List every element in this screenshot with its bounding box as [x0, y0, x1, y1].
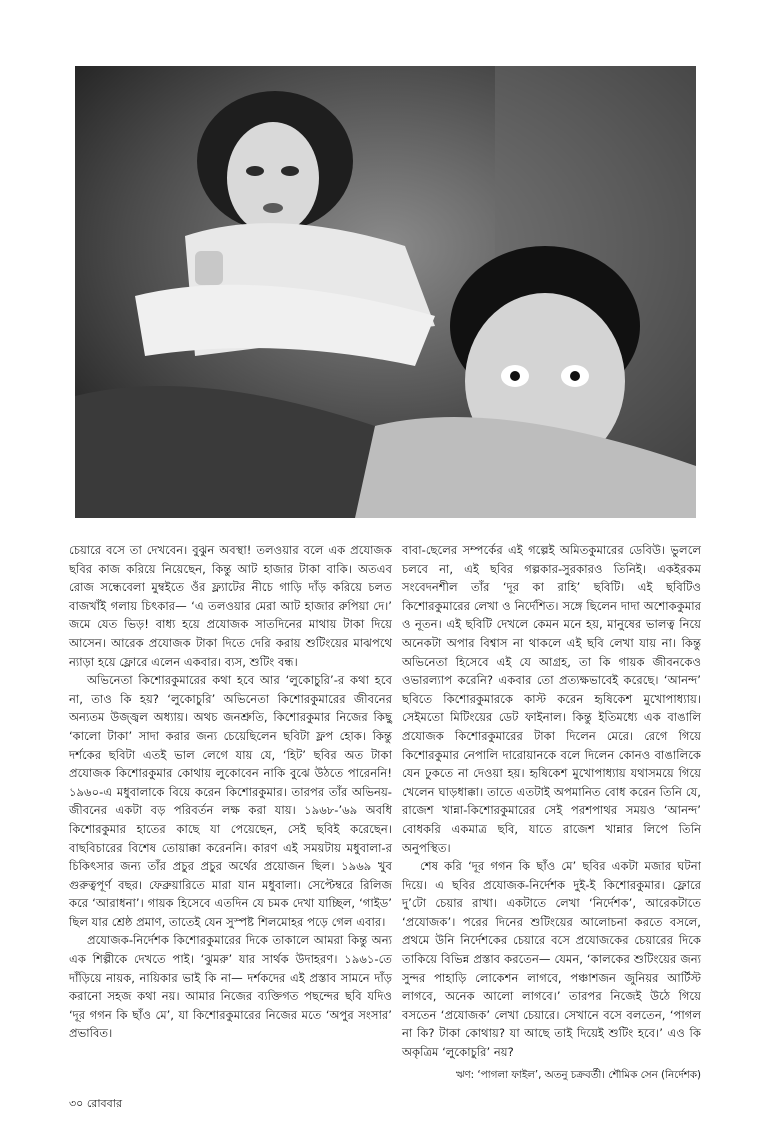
paragraph: বাবা-ছেলের সম্পর্কের এই গল্পেই অমিতকুমারের ডেবিউ। ভুললে চলবে না, এই ছবির গল্পকার-সুরকারও তিনিই। একইরকম সংবেদনশীল তাঁর ‘দূর কা রাহি’ ছবিটি। এই ছবিটিও কিশোরকুমারের লেখা ও নির্দেশিত। সঙ্গে ছিলেন দাদা অশোককুমার ও নূতন। এই ছবিটি দেখলে কেমন মনে হয়, মানুষের ভালত্ব নিয়ে অনেকটা অপার বিশ্বাস না থাকলে এই ছবি লেখা যায় না। কিন্তু অভিনেতা হিসেবে এই যে আগ্রহ, তা কি গায়ক জীবনকেও ওভারল্যাপ করেনি? একবার তো প্রত্যক্ষভাবেই করেছে। ‘আনন্দ’ ছবিতে কিশোরকুমারকে কাস্ট করেন হৃষিকেশ মুখোপাধ্যায়। সেইমতো মিটিংয়ের ডেট ফাইনাল। কিন্তু ইতিমধ্যে এক বাঙালি প্রযোজক কিশোরকুমারের টাকা দিলেন মেরে। রেগে গিয়ে কিশোরকুমার নেপালি দারোয়ানকে বলে দিলেন কোনও বাঙালিকে যেন ঢুকতে না দেওয়া হয়। হৃষিকেশ মুখোপাধ্যায় যথাসময়ে গিয়ে খেলেন ঘাড়ধাক্কা। তাতে এতটাই অপমানিত বোধ করেন তিনি যে, রাজেশ খান্না-কিশোরকুমারের সেই পরশপাথর সময়ও ‘আনন্দ’ বোধকরি একমাত্র ছবি, যাতে রাজেশ খান্নার লিপে তিনি অনুপস্থিত। — [402, 543, 701, 855]
paragraph: চেয়ারে বসে তা দেখবেন। বুঝুন অবস্থা! তলওয়ার বলে এক প্রযোজক ছবির কাজ করিয়ে নিয়েছেন, কিন্তু আট হাজার টাকা বাকি। অতএব রোজ সন্ধেবেলা মুম্বইতে ওঁর ফ্ল্যাটের নীচে গাড়ি দাঁড় করিয়ে চলত বাজখাঁই গলায় চিৎকার— ‘এ তলওয়ার মেরা আট হাজার রুপিয়া দে।’ জমে যেত ভিড়! বাধ্য হয়ে প্রযোজক সাতদিনের মাথায় টাকা দিয়ে আসেন। আরেক প্রযোজক টাকা দিতে দেরি করায় শুটিংয়ের মাঝপথে ন্যাড়া হয়ে ফ্লোরে এলেন একবার। ব্যস, শুটিং বন্ধ। — [69, 543, 392, 669]
article-left-column — [69, 541, 392, 1043]
page-number: ৩০ — [69, 1097, 84, 1110]
film-still-image — [75, 66, 696, 518]
paragraph: প্রযোজক-নির্দেশক কিশোরকুমারের দিকে তাকালে আমরা কিন্তু অন্য এক শিল্পীকে দেখতে পাই। ‘ঝুমরু’ যার সার্থক উদাহরণ। ১৯৬১-তে দাঁড়িয়ে নায়ক, নায়িকার ভাই কি না— দর্শকদের এই প্রস্তাব সামনে দাঁড় করানো সহজ কথা নয়। আমার নিজের ব্যক্তিগত পছন্দের ছবি যদিও ‘দূর গগন কি ছাঁও মে’, যা কিশোরকুমারের নিজের মতে ‘অপুর সংসার’ প্রভাবিত। — [69, 933, 392, 1041]
credit-caption: ঋণ: ‘পাগলা ফাইল’, অতনু চক্রবর্তী। শৌমিক সেন (নির্দেশক) — [455, 1068, 701, 1081]
paragraph: অভিনেতা কিশোরকুমারের কথা হবে আর ‘লুকোচুরি’-র কথা হবে না, তাও কি হয়? ‘লুকোচুরি’ অভিনেতা কিশোরকুমারের জীবনের অন্যতম উজ্জ্বল অধ্যায়। অথচ জনশ্রুতি, কিশোরকুমার নিজের কিছু ‘কালো টাকা’ সাদা করার জন্য চেয়েছিলেন ছবিটা ফ্লপ হোক। কিন্তু দর্শকের ছবিটা এতই ভাল লেগে যায় যে, ‘হিট’ ছবির অত টাকা প্রযোজক কিশোরকুমার কোথায় লুকোবেন নাকি বুঝে উঠতে পারেননি! ১৯৬০-এ মধুবালাকে বিয়ে করেন কিশোরকুমার। তারপর তাঁর অভিনয়-জীবনের একটা বড় পরিবর্তন লক্ষ করা যায়। ১৯৬৮-’৬৯ অবধি কিশোরকুমার হাতের কাছে যা পেয়েছেন, সেই ছবিই করেছেন। বাছবিচারের বিশেষ তোয়াক্কা করেননি। কারণ এই সময়টায় মধুবালা-র চিকিৎসার জন্য তাঁর প্রচুর প্রচুর অর্থের প্রয়োজন ছিল। ১৯৬৯ খুব গুরুত্বপূর্ণ বছর। ফেব্রুয়ারিতে মারা যান মধুবালা। সেপ্টেম্বরে রিলিজ করে ‘আরাধনা’। গায়ক হিসেবে এতদিন যে চমক দেখা যাচ্ছিল, ‘গাইড’ ছিল যার শ্রেষ্ঠ প্রমাণ, তাতেই যেন সুস্পষ্ট শিলমোহর পড়ে গেল এবার। — [69, 673, 392, 929]
article-right-column — [402, 541, 701, 1082]
magazine-name: রোববার — [86, 1097, 123, 1110]
page-footer — [69, 1097, 122, 1111]
film-still-photo — [75, 66, 696, 518]
paragraph: শেষ করি ‘দূর গগন কি ছাঁও মে’ ছবির একটা মজার ঘটনা দিয়ে। এ ছবির প্রযোজক-নির্দেশক দুই-ই কিশোরকুমার। ফ্লোরে দু’টো চেয়ার রাখা। একটাতে লেখা ‘নির্দেশক’, আরেকটাতে ‘প্রযোজক’। পরের দিনের শুটিংয়ের আলোচনা করতে বসলে, প্রথমে উনি নির্দেশকের চেয়ারে বসে প্রযোজকের চেয়ারের দিকে তাকিয়ে বিভিন্ন প্রস্তাব করতেন— যেমন, ‘কালকের শুটিংয়ের জন্য সুন্দর পাহাড়ি লোকেশন লাগবে, পঞ্চাশজন জুনিয়র আর্টিস্ট লাগবে, অনেক আলো লাগবে।’ তারপর নিজেই উঠে গিয়ে বসতেন ‘প্রযোজক’ লেখা চেয়ারে। সেখানে বসে বলতেন, ‘পাগল না কি? টাকা কোথায়? যা আছে তাই দিয়েই শুটিং হবে।’ এও কি অকৃত্রিম ‘লুকোচুরি’ নয়? — [402, 859, 701, 1060]
